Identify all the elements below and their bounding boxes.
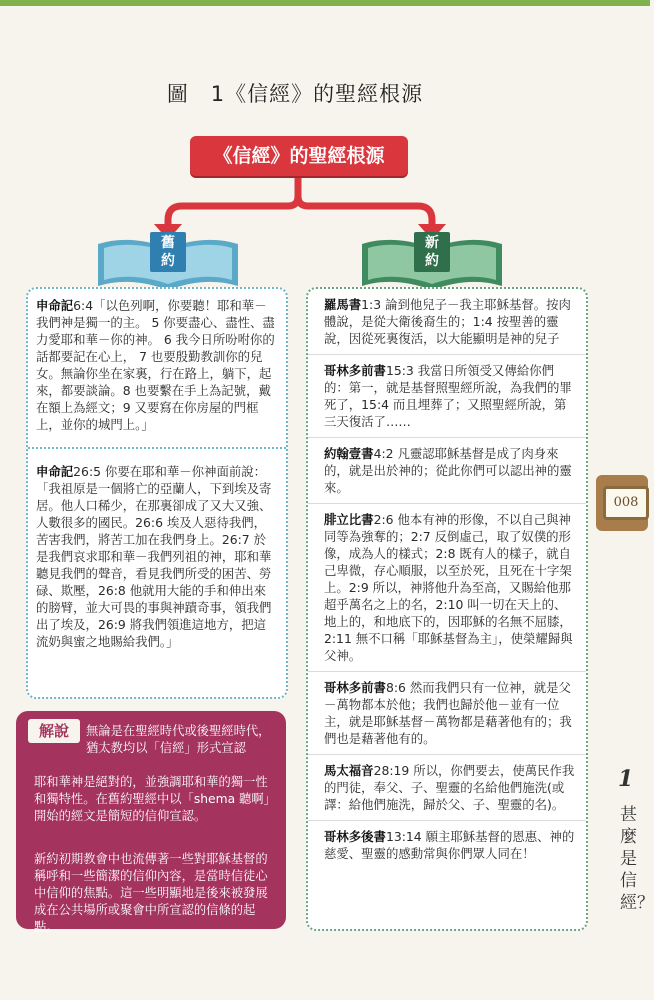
- verse-reference: 羅馬書: [324, 297, 362, 312]
- banner-title: 《信經》的聖經根源: [190, 136, 408, 176]
- verse-reference: 申命記: [36, 298, 74, 313]
- new-entry: [308, 504, 586, 672]
- verse-reference: 哥林多後書: [324, 829, 386, 844]
- verse-text: 15:3 我當日所領受又傳給你們的：第一，就是基督照聖經所說，為我們的罪死了，15:4 而且埋葬了；又照聖經所說，第三天復活了……: [324, 363, 572, 429]
- new-entry: [308, 289, 586, 355]
- page-number-badge: 008: [603, 486, 649, 520]
- new-testament-panel: [306, 287, 588, 931]
- new-entry: [308, 755, 586, 821]
- explanation-text: 無論是在聖經時代或後聖經時代，猶太教均以「信經」形式宣認: [86, 724, 271, 755]
- verse-text: 2:6 他本有神的形像，不以自己與神同等為強奪的；2:7 反倒虛己，取了奴僕的形像，成為人的樣式；2:8 既有人的樣子，就自己卑微，存心順服，以至於死，且死在十字架上。2:9 所以，神將他升為至高，又賜給他那超乎萬名之上的名，2:10 叫一切在天上的、地上的，和地底下的，因耶穌的名無不屈膝，2:11 無不口稱「耶穌基督為主」，使榮耀歸與父神。: [324, 512, 573, 663]
- verse-text: 4:2 凡靈認耶穌基督是成了肉身來的，就是出於神的；從此你們可以認出神的靈來。: [324, 446, 572, 495]
- verse-text: 8:6 然而我們只有一位神，就是父－萬物都本於他；我們也歸於他－並有一位主，就是耶穌基督－萬物都是藉著他有的；我們也是藉著他有的。: [324, 680, 572, 746]
- old-entry: [28, 289, 286, 441]
- verse-reference: 哥林多前書: [324, 363, 386, 378]
- figure-title: 圖 1《信經》的聖經根源: [166, 82, 424, 106]
- explanation-box: [16, 711, 286, 934]
- explanation-text: 新約初期教會中也流傳著一些對耶穌基督的稱呼和一些簡潔的信仰內容，是當時信徒心中信仰的焦點。這一些明顯地是後來被發展成在公共場所或聚會中所宣認的信條的起點。: [34, 852, 268, 934]
- verse-text: 13:14 願主耶穌基督的恩惠、神的慈愛、聖靈的感動常與你們眾人同在！: [324, 829, 575, 861]
- verse-text: 26:5 你要在耶和華－你神面前說：「我祖原是一個將亡的亞蘭人，下到埃及寄居。他人口稀少，在那裏卻成了又大又強、人數很多的國民。26:6 埃及人惡待我們，苦害我們，將苦工加在我們身上。26:7 於是我們哀求耶和華－我們列祖的神，耶和華聽見我們的聲音，看見我們所受的困苦、勞碌、欺壓，26:8 他就用大能的手和伸出來的膀臂，並大可畏的事與神蹟奇事，領我們出了埃及，26:9 將我們領進這地方，把這流奶與蜜之地賜給我們。」: [36, 464, 272, 649]
- old-entry: [28, 455, 286, 658]
- new-entry: [308, 355, 586, 438]
- explanation-text: 耶和華神是絕對的，並強調耶和華的獨一性和獨特性。在舊約聖經中以「shema 聽啊」開始的經文是簡短的信仰宣認。: [34, 775, 276, 823]
- verse-reference: 馬太福音: [324, 763, 374, 778]
- old-book-label: 舊約: [161, 235, 175, 269]
- verse-text: 28:19 所以，你們要去，使萬民作我的門徒，奉父、子、聖靈的名給他們施洗(或譯：給他們施洗，歸於父、子、聖靈的名)。: [324, 763, 575, 812]
- old-testament-panel: [26, 287, 288, 699]
- explanation-tag: 解說: [28, 719, 80, 743]
- new-entry: [308, 821, 586, 869]
- verse-reference: 哥林多前書: [324, 680, 386, 695]
- new-book-label: 新約: [425, 235, 439, 269]
- chapter-number: 1: [618, 766, 634, 792]
- verse-text: 1:3 論到他兒子－我主耶穌基督。按肉體說，是從大衛後裔生的；1:4 按聖善的靈說，因從死裏復活，以大能顯明是神的兒子: [324, 297, 571, 346]
- chapter-title: 甚麼是信經？: [620, 805, 654, 913]
- new-entry: [308, 672, 586, 755]
- verse-reference: 腓立比書: [324, 512, 374, 527]
- new-entry: [308, 438, 586, 504]
- verse-text: 6:4「以色列啊，你要聽！耶和華－我們神是獨一的主。 5 你要盡心、盡性、盡力愛耶和華－你的神。 6 我今日所吩咐你的話都要記在心上， 7 也要殷勤教訓你的兒女。無論你坐在家裏，行在路上，躺下，起來，都要談論。8 也要繫在手上為記號，戴在額上為經文；9 又要寫在你房屋的門框上，並你的城門上。」: [36, 298, 275, 432]
- verse-reference: 約翰壹書: [324, 446, 374, 461]
- divider: [28, 447, 286, 449]
- arrow-to-new-testament: [298, 196, 432, 226]
- arrow-to-old-testament: [168, 176, 298, 226]
- verse-reference: 申命記: [36, 464, 74, 479]
